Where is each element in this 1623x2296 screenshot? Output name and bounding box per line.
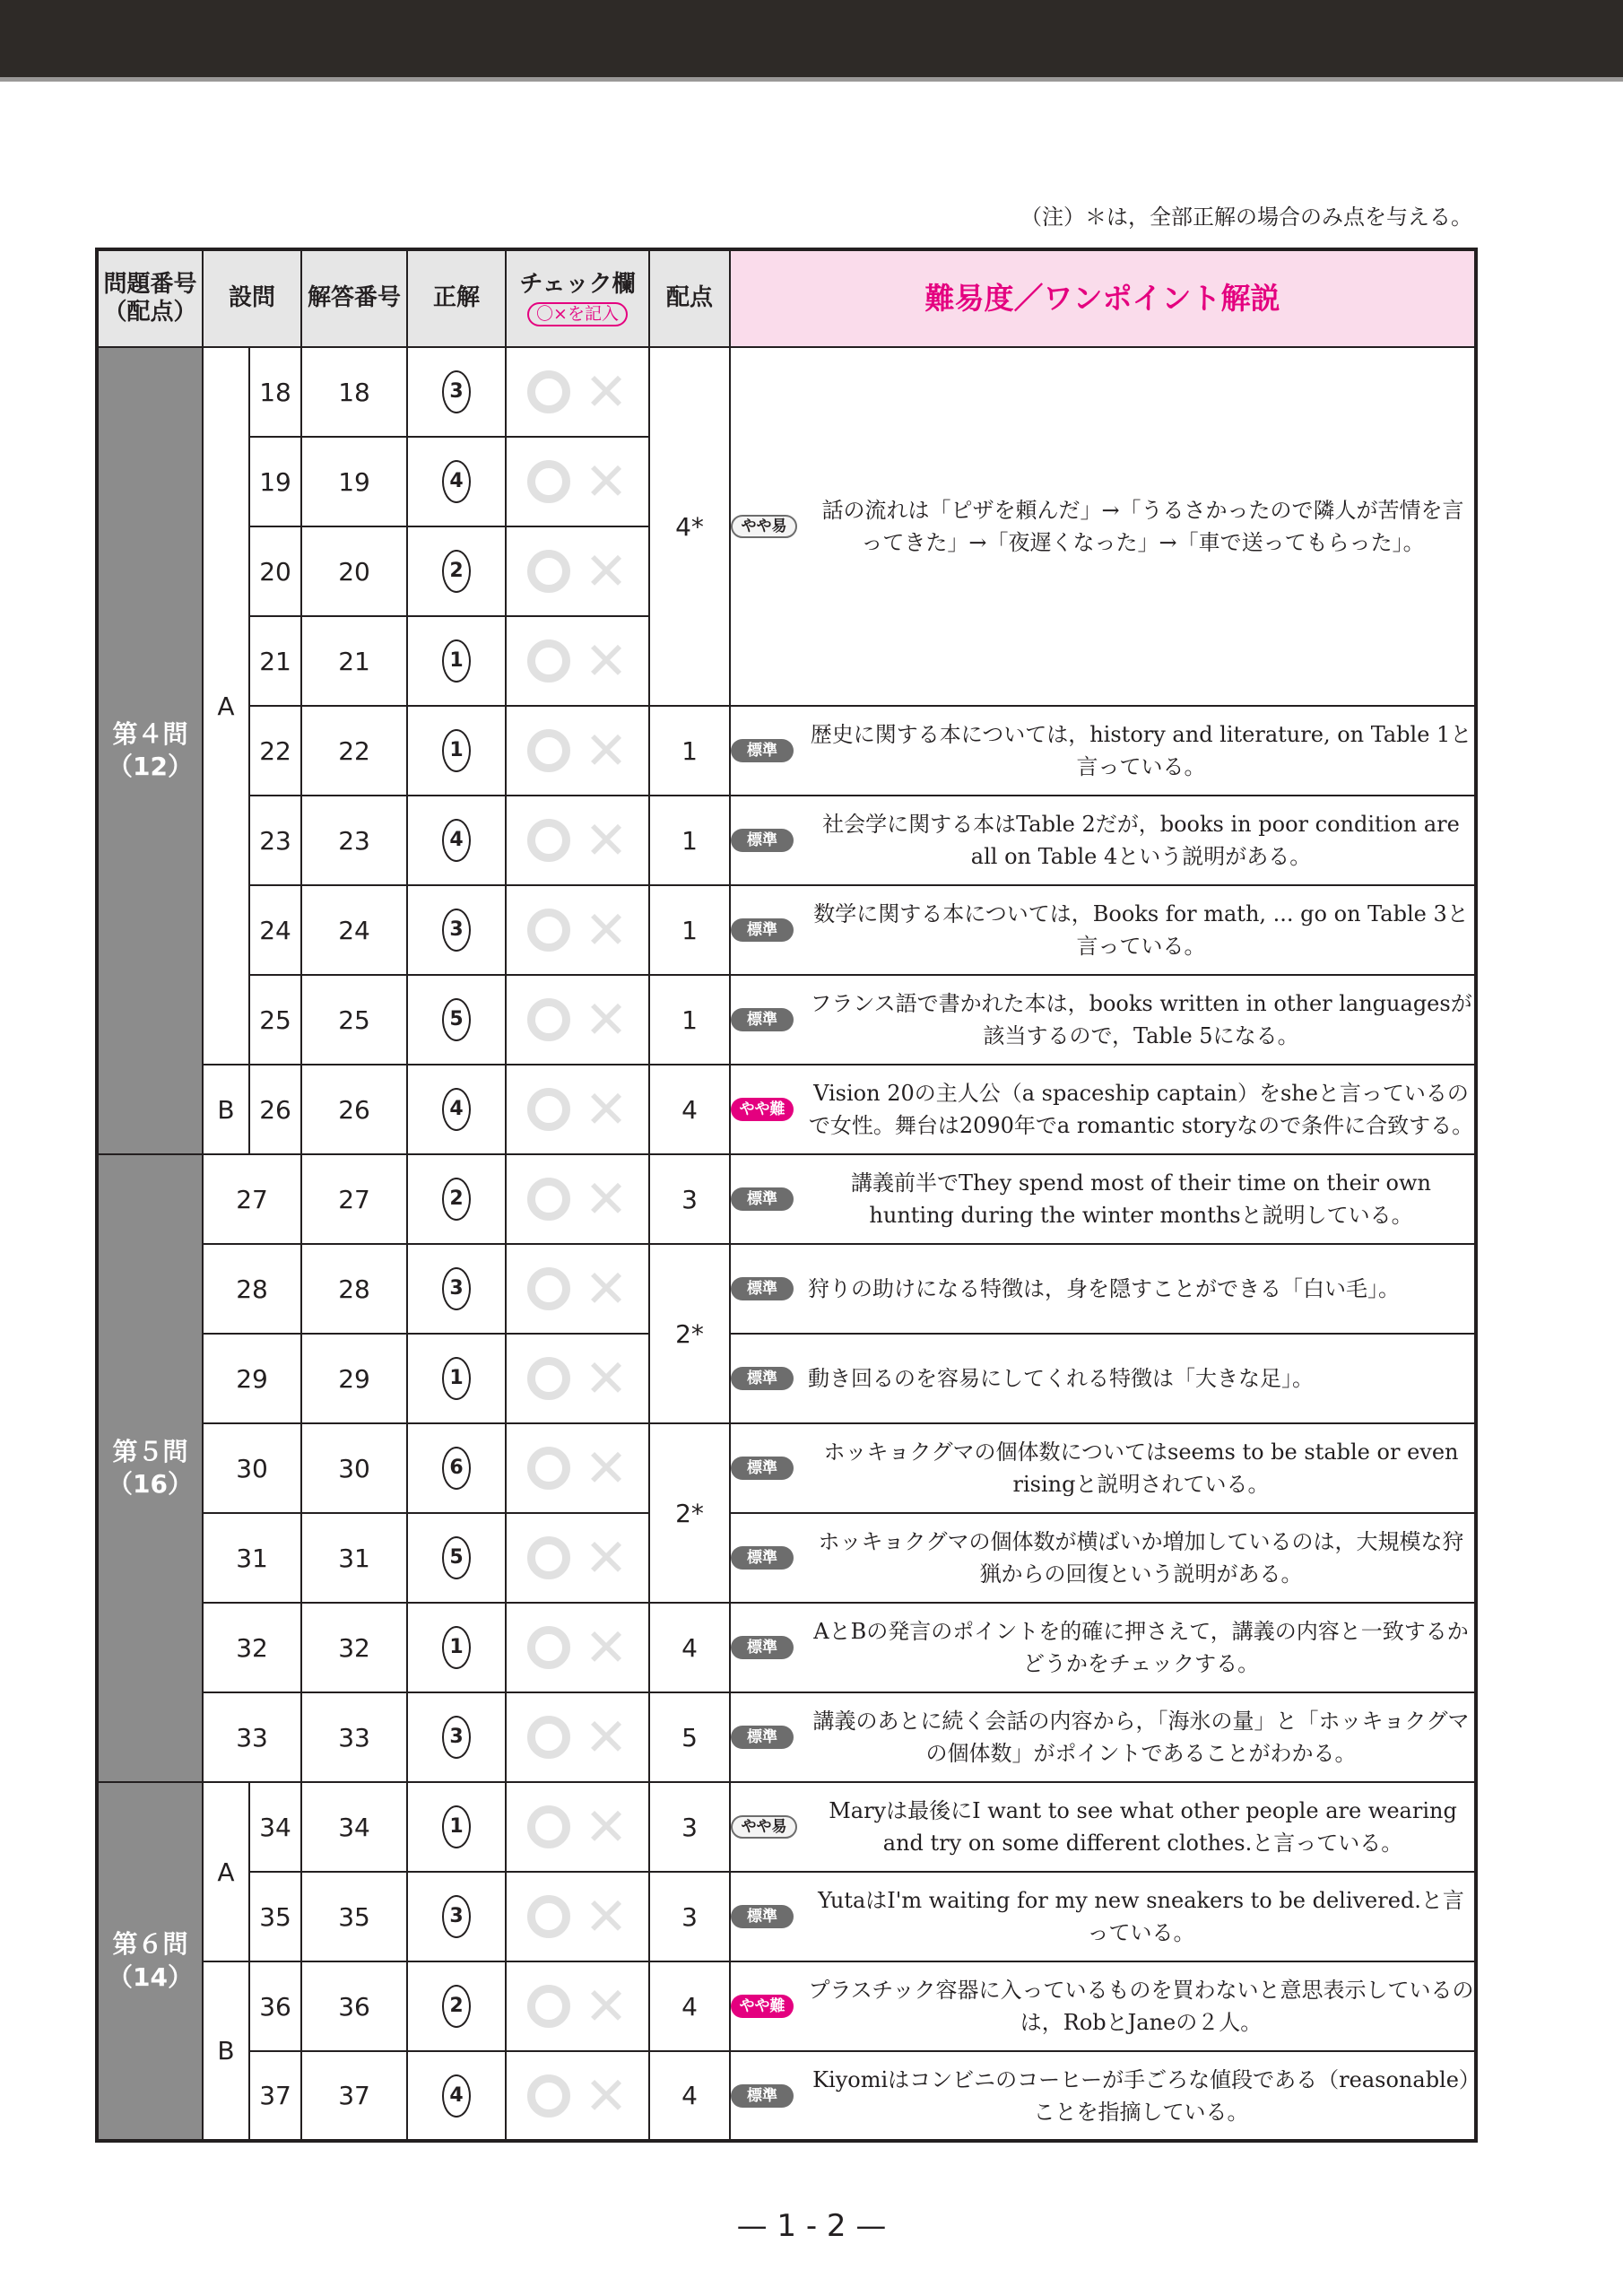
points-cell: 5 <box>649 1692 730 1782</box>
question-number: 32 <box>203 1603 301 1692</box>
answer-number: 18 <box>301 347 407 437</box>
check-cell[interactable] <box>506 1872 649 1961</box>
circle-mark-icon <box>527 1357 570 1400</box>
difficulty-badge: 標準 <box>731 1726 794 1749</box>
explanation-text: ホッキョクグマの個体数についてはseems to be stable or even risingと説明されている。 <box>823 1439 1459 1497</box>
correct-answer <box>407 1782 506 1872</box>
group-points: （12） <box>108 752 193 781</box>
table-row <box>97 1513 1476 1603</box>
explanation-cell <box>730 1782 1476 1872</box>
answer-number: 32 <box>301 1603 407 1692</box>
difficulty-badge: 標準 <box>731 739 794 762</box>
difficulty-badge: 標準 <box>731 1546 794 1570</box>
points-cell: 4* <box>649 347 730 706</box>
header-correct: 正解 <box>407 249 506 347</box>
table-row <box>97 1782 1476 1872</box>
correct-answer <box>407 2051 506 2141</box>
answer-number: 37 <box>301 2051 407 2141</box>
header-setsumon: 設問 <box>203 249 301 347</box>
points-cell: 1 <box>649 885 730 975</box>
section-label: B <box>203 1065 249 1154</box>
table-row <box>97 1154 1476 1244</box>
cross-mark-icon: ✕ <box>584 1258 629 1319</box>
circle-mark-icon <box>527 729 570 772</box>
circled-number: 2 <box>442 550 471 593</box>
check-cell[interactable] <box>506 2051 649 2141</box>
table-row <box>97 1423 1476 1513</box>
explanation-text: 狩りの助けになる特徴は，身を隠すことができる「白い毛」。 <box>808 1276 1401 1301</box>
answer-number: 28 <box>301 1244 407 1334</box>
question-group-5 <box>97 1154 203 1782</box>
explanation-cell <box>730 1603 1476 1692</box>
answer-number: 24 <box>301 885 407 975</box>
correct-answer <box>407 706 506 796</box>
cross-mark-icon: ✕ <box>584 900 629 961</box>
explanation-text: YutaはI'm waiting for my new sneakers to be delivered.と言っている。 <box>818 1888 1464 1945</box>
question-number: 18 <box>249 347 301 437</box>
explanation-cell <box>730 1961 1476 2051</box>
correct-answer <box>407 1244 506 1334</box>
circled-number: 1 <box>442 1805 471 1848</box>
cross-mark-icon: ✕ <box>584 1438 629 1499</box>
answer-number: 21 <box>301 616 407 706</box>
question-number: 30 <box>203 1423 301 1513</box>
header-check <box>506 249 649 347</box>
circled-number: 1 <box>442 1626 471 1669</box>
circle-mark-icon <box>527 1536 570 1579</box>
group-points: （16） <box>108 1469 193 1499</box>
question-number: 19 <box>249 437 301 526</box>
question-number: 35 <box>249 1872 301 1961</box>
group-label: 第４問 <box>112 718 188 749</box>
answer-number: 29 <box>301 1334 407 1423</box>
correct-answer <box>407 1872 506 1961</box>
difficulty-badge: 標準 <box>731 1277 794 1300</box>
circle-mark-icon <box>527 819 570 862</box>
explanation-cell <box>730 706 1476 796</box>
correct-answer <box>407 796 506 885</box>
answer-table <box>95 248 1478 2143</box>
explanation-cell <box>730 885 1476 975</box>
points-cell: 1 <box>649 796 730 885</box>
question-number: 36 <box>249 1961 301 2051</box>
circle-mark-icon <box>527 1267 570 1310</box>
points-cell: 4 <box>649 1065 730 1154</box>
points-cell: 4 <box>649 1961 730 2051</box>
explanation-cell <box>730 1244 1476 1334</box>
circled-number: 3 <box>442 370 471 413</box>
cross-mark-icon: ✕ <box>584 451 629 512</box>
cross-mark-icon: ✕ <box>584 541 629 602</box>
explanation-text: 講義前半でThey spend most of their time on their own hunting during the winter monthsと説明している。 <box>851 1170 1432 1228</box>
explanation-cell <box>730 1513 1476 1603</box>
points-cell: 1 <box>649 706 730 796</box>
explanation-text: Maryは最後にI want to see what other people are wearing and try on some different clothes.と言っている。 <box>829 1798 1457 1856</box>
cross-mark-icon: ✕ <box>584 631 629 691</box>
header-answer-number: 解答番号 <box>301 249 407 347</box>
points-cell: 2* <box>649 1244 730 1423</box>
check-cell[interactable] <box>506 706 649 796</box>
correct-answer <box>407 1423 506 1513</box>
check-cell[interactable] <box>506 1692 649 1782</box>
points-cell: 4 <box>649 1603 730 1692</box>
question-number: 33 <box>203 1692 301 1782</box>
table-row <box>97 885 1476 975</box>
header-question-number: 問題番号 （配点） <box>97 249 203 347</box>
circled-number: 3 <box>442 1895 471 1938</box>
question-number: 24 <box>249 885 301 975</box>
check-cell[interactable] <box>506 796 649 885</box>
explanation-text: Vision 20の主人公（a spaceship captain）をsheと言っているので女性。舞台は2090年でa romantic storyなので条件に合致する。 <box>808 1081 1474 1138</box>
answer-number: 31 <box>301 1513 407 1603</box>
circle-mark-icon <box>527 998 570 1041</box>
difficulty-badge: 標準 <box>731 1636 794 1659</box>
table-row <box>97 1872 1476 1961</box>
circled-number: 4 <box>442 2074 471 2118</box>
difficulty-badge: 標準 <box>731 1905 794 1928</box>
difficulty-badge: 標準 <box>731 918 794 942</box>
check-cell[interactable] <box>506 1065 649 1154</box>
answer-number: 30 <box>301 1423 407 1513</box>
correct-answer <box>407 1603 506 1692</box>
circle-mark-icon <box>527 1088 570 1131</box>
cross-mark-icon: ✕ <box>584 989 629 1050</box>
explanation-text: フランス語で書かれた本は，books written in other languagesが該当するので，Table 5になる。 <box>810 991 1472 1048</box>
cross-mark-icon: ✕ <box>584 1348 629 1409</box>
table-row <box>97 1961 1476 2051</box>
cross-mark-icon: ✕ <box>584 1886 629 1947</box>
answer-number: 27 <box>301 1154 407 1244</box>
check-cell[interactable] <box>506 885 649 975</box>
group-label: 第６問 <box>112 1929 188 1960</box>
correct-answer <box>407 1065 506 1154</box>
table-row <box>97 796 1476 885</box>
explanation-text: 歴史に関する本については，history and literature, on Table 1と言っている。 <box>810 722 1472 779</box>
explanation-text: 話の流れは「ピザを頼んだ」→「うるさかったので隣人が苦情を言ってきた」→「夜遅くなった」→「車で送ってもらった」。 <box>821 498 1464 555</box>
circle-mark-icon <box>527 1805 570 1848</box>
explanation-cell <box>730 347 1476 706</box>
explanation-cell <box>730 1334 1476 1423</box>
explanation-cell <box>730 2051 1476 2141</box>
circled-number: 1 <box>442 729 471 772</box>
circle-mark-icon <box>527 2074 570 2118</box>
explanation-cell <box>730 975 1476 1065</box>
cross-mark-icon: ✕ <box>584 1707 629 1768</box>
question-number: 27 <box>203 1154 301 1244</box>
table-row <box>97 1603 1476 1692</box>
question-number: 21 <box>249 616 301 706</box>
header-points: 配点 <box>649 249 730 347</box>
correct-answer <box>407 1334 506 1423</box>
correct-answer <box>407 885 506 975</box>
check-cell[interactable] <box>506 526 649 616</box>
explanation-cell <box>730 796 1476 885</box>
circle-mark-icon <box>527 1447 570 1490</box>
check-cell[interactable] <box>506 1244 649 1334</box>
correct-answer <box>407 347 506 437</box>
cross-mark-icon: ✕ <box>584 1617 629 1678</box>
check-cell[interactable] <box>506 347 649 437</box>
question-number: 29 <box>203 1334 301 1423</box>
explanation-cell <box>730 1065 1476 1154</box>
check-cell[interactable] <box>506 437 649 526</box>
circled-number: 2 <box>442 1985 471 2028</box>
difficulty-badge: やや易 <box>731 515 797 538</box>
circled-number: 1 <box>442 639 471 683</box>
top-banner <box>0 0 1623 82</box>
explanation-cell <box>730 1872 1476 1961</box>
explanation-text: 数学に関する本については，Books for math, ... go on Table 3と言っている。 <box>813 901 1469 959</box>
correct-answer <box>407 1692 506 1782</box>
cross-mark-icon: ✕ <box>584 2065 629 2126</box>
page-number: — 1 - 2 — <box>736 2208 887 2244</box>
explanation-cell <box>730 1692 1476 1782</box>
circle-mark-icon <box>527 1895 570 1938</box>
section-label: B <box>203 1961 249 2141</box>
section-label: A <box>203 347 249 1065</box>
explanation-text: 社会学に関する本はTable 2だが，books in poor condition are all on Table 4という説明がある。 <box>822 812 1460 869</box>
header-explanation: 難易度／ワンポイント解説 <box>730 249 1476 347</box>
correct-answer <box>407 1154 506 1244</box>
cross-mark-icon: ✕ <box>584 361 629 422</box>
answer-number: 20 <box>301 526 407 616</box>
table-row <box>97 1692 1476 1782</box>
table-row <box>97 347 1476 437</box>
cross-mark-icon: ✕ <box>584 810 629 871</box>
points-cell: 3 <box>649 1872 730 1961</box>
circle-mark-icon <box>527 1985 570 2028</box>
circled-number: 1 <box>442 1357 471 1400</box>
header-row <box>97 249 1476 347</box>
circle-mark-icon <box>527 639 570 683</box>
question-number: 20 <box>249 526 301 616</box>
difficulty-badge: 標準 <box>731 2084 794 2108</box>
explanation-text: 動き回るのを容易にしてくれる特徴は「大きな足」。 <box>808 1366 1315 1391</box>
difficulty-badge: 標準 <box>731 1187 794 1211</box>
answer-number: 19 <box>301 437 407 526</box>
answer-number: 25 <box>301 975 407 1065</box>
section-label: A <box>203 1782 249 1961</box>
answer-number: 36 <box>301 1961 407 2051</box>
table-row <box>97 975 1476 1065</box>
correct-answer <box>407 975 506 1065</box>
circled-number: 3 <box>442 1716 471 1759</box>
cross-mark-icon: ✕ <box>584 1527 629 1588</box>
correct-answer <box>407 1961 506 2051</box>
explanation-text: プラスチック容器に入っているものを買わないと意思表示しているのは，RobとJaneの２人。 <box>808 1978 1474 2035</box>
explanation-cell <box>730 1154 1476 1244</box>
circle-mark-icon <box>527 370 570 413</box>
cross-mark-icon: ✕ <box>584 1079 629 1140</box>
difficulty-badge: やや易 <box>731 1815 797 1839</box>
explanation-text: AとBの発言のポイントを的確に押さえて，講義の内容と一致するかどうかをチェックする。 <box>813 1619 1469 1676</box>
check-cell[interactable] <box>506 1782 649 1872</box>
circled-number: 4 <box>442 1088 471 1131</box>
circled-number: 5 <box>442 998 471 1041</box>
circled-number: 5 <box>442 1536 471 1579</box>
table-row <box>97 706 1476 796</box>
group-points: （14） <box>108 1961 193 1992</box>
answer-number: 34 <box>301 1782 407 1872</box>
difficulty-badge: やや難 <box>731 1995 794 2018</box>
cross-mark-icon: ✕ <box>584 1169 629 1230</box>
group-label: 第５問 <box>112 1436 188 1466</box>
check-cell[interactable] <box>506 1513 649 1603</box>
question-number: 22 <box>249 706 301 796</box>
explanation-text: ホッキョクグマの個体数が横ばいか増加しているのは，大規模な狩猟からの回復という説明がある。 <box>818 1529 1464 1587</box>
table-row <box>97 1334 1476 1423</box>
question-number: 26 <box>249 1065 301 1154</box>
header-check-label: チェック欄 <box>519 270 636 298</box>
check-cell[interactable] <box>506 1603 649 1692</box>
question-number: 31 <box>203 1513 301 1603</box>
points-cell: 3 <box>649 1154 730 1244</box>
circle-mark-icon <box>527 1178 570 1221</box>
answer-number: 23 <box>301 796 407 885</box>
table-row <box>97 2051 1476 2141</box>
explanation-text: Kiyomiはコンビニのコーヒーが手ごろな値段である（reasonable）ことを指摘している。 <box>812 2066 1470 2125</box>
question-number: 23 <box>249 796 301 885</box>
answer-number: 35 <box>301 1872 407 1961</box>
points-cell: 3 <box>649 1782 730 1872</box>
check-cell[interactable] <box>506 1961 649 2051</box>
question-number: 25 <box>249 975 301 1065</box>
question-number: 37 <box>249 2051 301 2141</box>
correct-answer <box>407 616 506 706</box>
cross-mark-icon: ✕ <box>584 720 629 781</box>
correct-answer <box>407 1513 506 1603</box>
circle-mark-icon <box>527 909 570 952</box>
difficulty-badge: 標準 <box>731 829 794 852</box>
table-row <box>97 1244 1476 1334</box>
answer-number: 33 <box>301 1692 407 1782</box>
points-cell: 2* <box>649 1423 730 1603</box>
cross-mark-icon: ✕ <box>584 1976 629 2037</box>
check-cell[interactable] <box>506 975 649 1065</box>
circled-number: 2 <box>442 1178 471 1221</box>
answer-number: 26 <box>301 1065 407 1154</box>
check-cell[interactable] <box>506 616 649 706</box>
difficulty-badge: 標準 <box>731 1457 794 1480</box>
circle-mark-icon <box>527 1626 570 1669</box>
check-cell[interactable] <box>506 1423 649 1513</box>
points-cell: 1 <box>649 975 730 1065</box>
circled-number: 6 <box>442 1447 471 1490</box>
difficulty-badge: 標準 <box>731 1367 794 1390</box>
answer-number: 22 <box>301 706 407 796</box>
points-cell: 4 <box>649 2051 730 2141</box>
question-group-4 <box>97 347 203 1154</box>
difficulty-badge: やや難 <box>731 1098 794 1121</box>
table-row <box>97 1065 1476 1154</box>
header-check-tag: 〇×を記入 <box>527 302 628 326</box>
scoring-note: （注）＊は，全部正解の場合のみ点を与える。 <box>1020 204 1472 230</box>
circled-number: 4 <box>442 819 471 862</box>
circle-mark-icon <box>527 460 570 503</box>
circle-mark-icon <box>527 550 570 593</box>
circled-number: 3 <box>442 909 471 952</box>
correct-answer <box>407 526 506 616</box>
question-group-6 <box>97 1782 203 2141</box>
cross-mark-icon: ✕ <box>584 1796 629 1857</box>
explanation-cell <box>730 1423 1476 1513</box>
correct-answer <box>407 437 506 526</box>
question-number: 34 <box>249 1782 301 1872</box>
circled-number: 3 <box>442 1267 471 1310</box>
check-cell[interactable] <box>506 1154 649 1244</box>
check-cell[interactable] <box>506 1334 649 1423</box>
circle-mark-icon <box>527 1716 570 1759</box>
circled-number: 4 <box>442 460 471 503</box>
difficulty-badge: 標準 <box>731 1008 794 1031</box>
question-number: 28 <box>203 1244 301 1334</box>
explanation-text: 講義のあとに続く会話の内容から，「海氷の量」と「ホッキョクグマの個体数」がポイントであることがわかる。 <box>812 1709 1470 1766</box>
